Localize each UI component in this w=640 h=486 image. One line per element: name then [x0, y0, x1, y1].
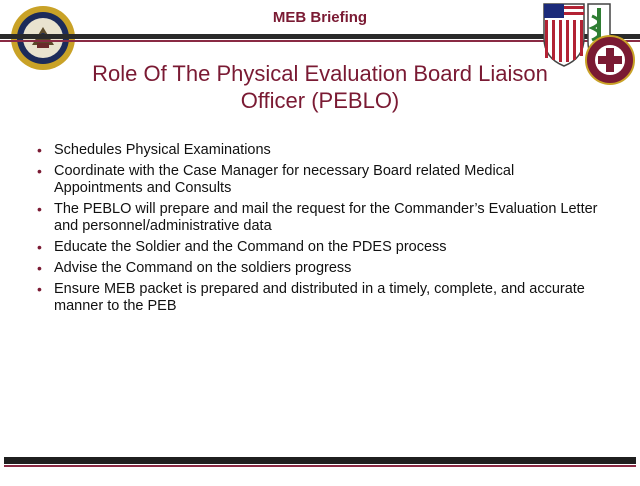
header-title: MEB Briefing: [272, 9, 368, 26]
slide-title-line-2: Officer (PEBLO): [240, 88, 400, 113]
footer-rule-accent: [4, 465, 636, 467]
slide-title: [60, 60, 580, 114]
bullet-icon: •: [37, 201, 42, 217]
list-item: [34, 163, 604, 197]
list-item-text: Coordinate with the Case Manager for necessary Board related Medical Appointments and Consults: [54, 163, 515, 196]
bullet-icon: •: [37, 260, 42, 276]
list-item-text: The PEBLO will prepare and mail the request for the Commander’s Evaluation Letter and personnel/administrative data: [54, 201, 598, 234]
footer-rule: [4, 457, 636, 464]
bullet-icon: •: [37, 142, 42, 158]
bullet-icon: •: [37, 281, 42, 297]
list-item: [34, 260, 604, 277]
list-item-text: Schedules Physical Examinations: [54, 142, 271, 158]
list-item: [34, 239, 604, 256]
slide-title-line-1: Role Of The Physical Evaluation Board Liaison: [92, 61, 548, 86]
list-item-text: Ensure MEB packet is prepared and distributed in a timely, complete, and accurate manner to the PEB: [54, 281, 585, 314]
list-item: [34, 201, 604, 235]
list-item-text: Advise the Command on the soldiers progress: [54, 260, 352, 276]
bullet-icon: •: [37, 239, 42, 255]
bullet-icon: •: [37, 163, 42, 179]
bullet-list: [34, 142, 604, 319]
list-item-text: Educate the Soldier and the Command on the PDES process: [54, 239, 447, 255]
list-item: [34, 142, 604, 159]
list-item: [34, 281, 604, 315]
